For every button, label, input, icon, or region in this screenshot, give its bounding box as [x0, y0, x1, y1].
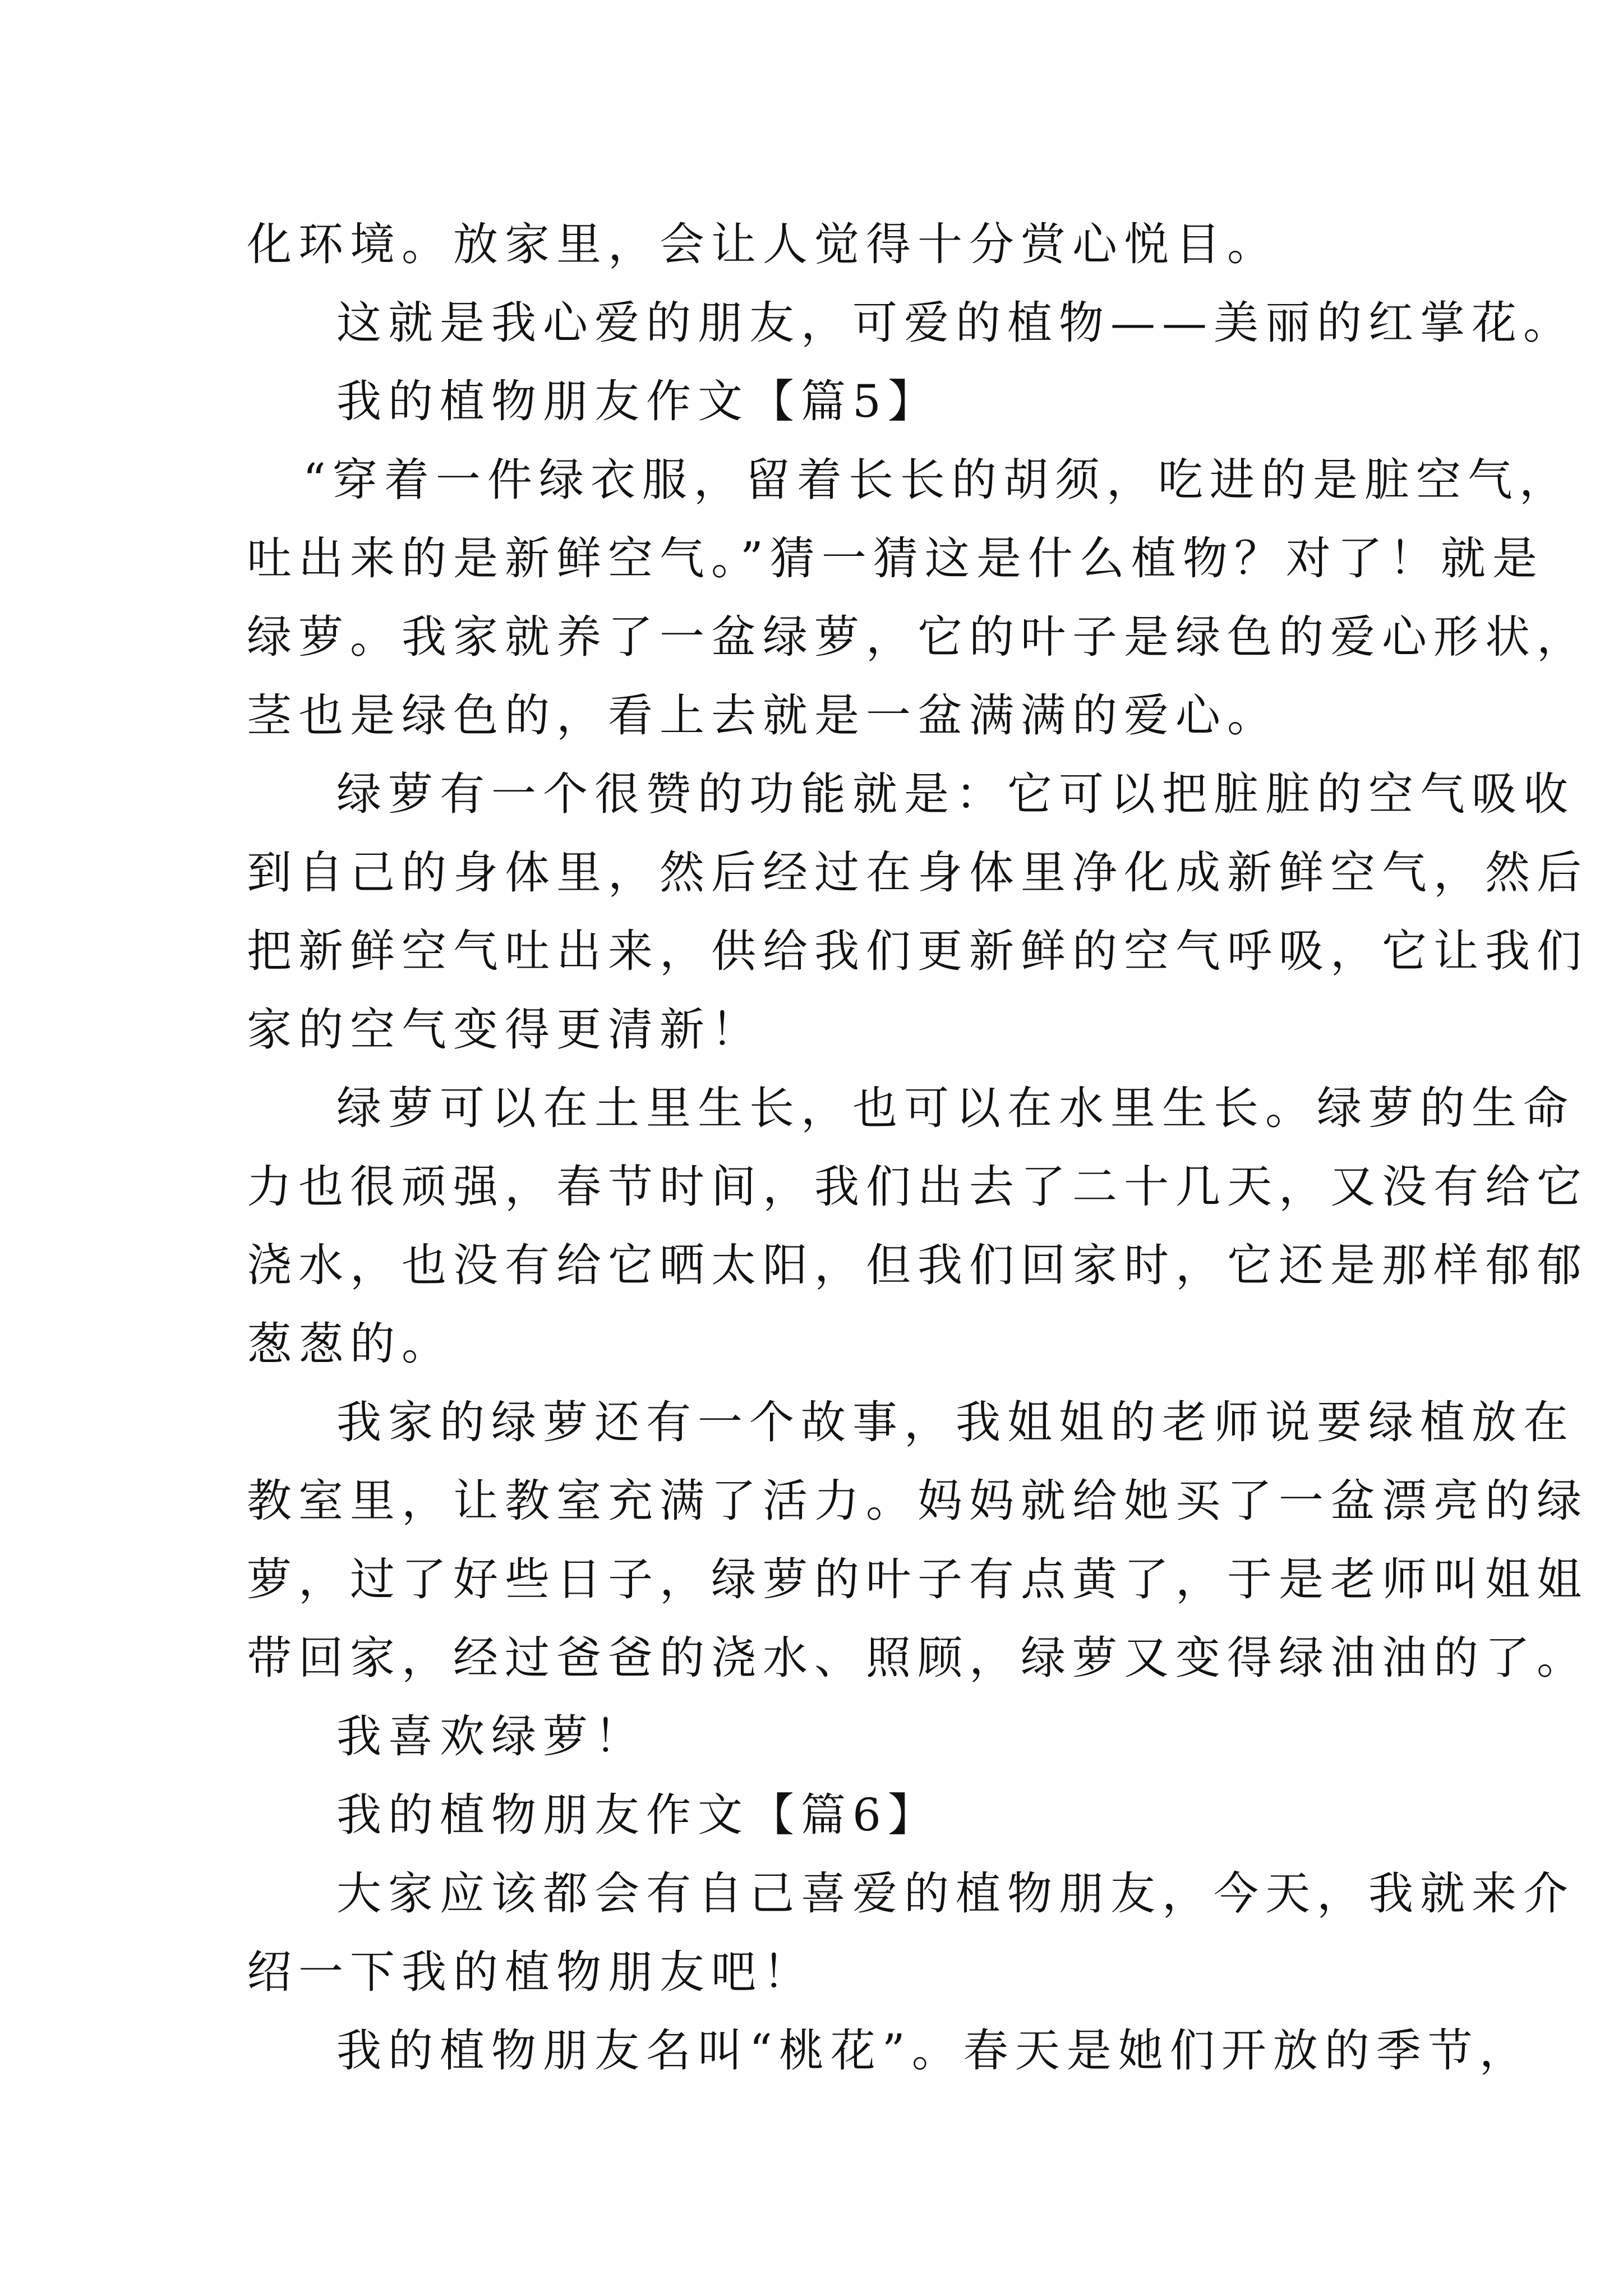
body-text-line: “穿着一件绿衣服，留着长长的胡须，吃进的是脏空气，	[303, 454, 1571, 506]
body-text-line: 到自己的身体里，然后经过在身体里净化成新鲜空气，然后	[247, 846, 1588, 899]
body-text-line: 家的空气变得更清新！	[247, 1004, 763, 1056]
body-text-line: 我喜欢绿萝！	[336, 1710, 646, 1763]
body-text-line: 茎也是绿色的，看上去就是一盆满满的爱心。	[247, 689, 1279, 742]
body-text-line: 我家的绿萝还有一个故事，我姐姐的老师说要绿植放在	[336, 1396, 1575, 1448]
body-text-line: 把新鲜空气吐出来，供给我们更新鲜的空气呼吸，它让我们	[247, 925, 1588, 977]
body-text-line: 吐出来的是新鲜空气。”猜一猜这是什么植物？对了！就是	[247, 532, 1544, 585]
section-heading: 我的植物朋友作文【篇5】	[336, 375, 939, 427]
body-text-line: 绿萝。我家就养了一盆绿萝，它的叶子是绿色的爱心形状，	[247, 611, 1588, 663]
body-text-line: 绿萝有一个很赞的功能就是：它可以把脏脏的空气吸收	[336, 768, 1575, 820]
body-text-line: 化环境。放家里，会让人觉得十分赏心悦目。	[247, 218, 1279, 270]
body-text-line: 浇水，也没有给它晒太阳，但我们回家时，它还是那样郁郁	[247, 1239, 1588, 1291]
body-text-line: 教室里，让教室充满了活力。妈妈就给她买了一盆漂亮的绿	[247, 1475, 1588, 1527]
body-text-line: 带回家，经过爸爸的浇水、照顾，绿萝又变得绿油油的了。	[247, 1632, 1588, 1684]
body-text-line: 绿萝可以在土里生长，也可以在水里生长。绿萝的生命	[336, 1082, 1575, 1134]
body-text-line: 绍一下我的植物朋友吧！	[247, 1946, 814, 1998]
section-heading: 我的植物朋友作文【篇6】	[336, 1789, 939, 1841]
body-text-line: 大家应该都会有自己喜爱的植物朋友，今天，我就来介	[336, 1867, 1575, 1920]
body-text-line: 萝，过了好些日子，绿萝的叶子有点黄了，于是老师叫姐姐	[247, 1553, 1588, 1605]
body-text-line: 力也很顽强，春节时间，我们出去了二十几天，又没有给它	[247, 1161, 1588, 1213]
body-text-line: 葱葱的。	[247, 1318, 453, 1370]
body-text-line: 这就是我心爱的朋友，可爱的植物——美丽的红掌花。	[336, 297, 1575, 349]
body-text-line: 我的植物朋友名叫“桃花”。春天是她们开放的季节，	[336, 2024, 1531, 2077]
